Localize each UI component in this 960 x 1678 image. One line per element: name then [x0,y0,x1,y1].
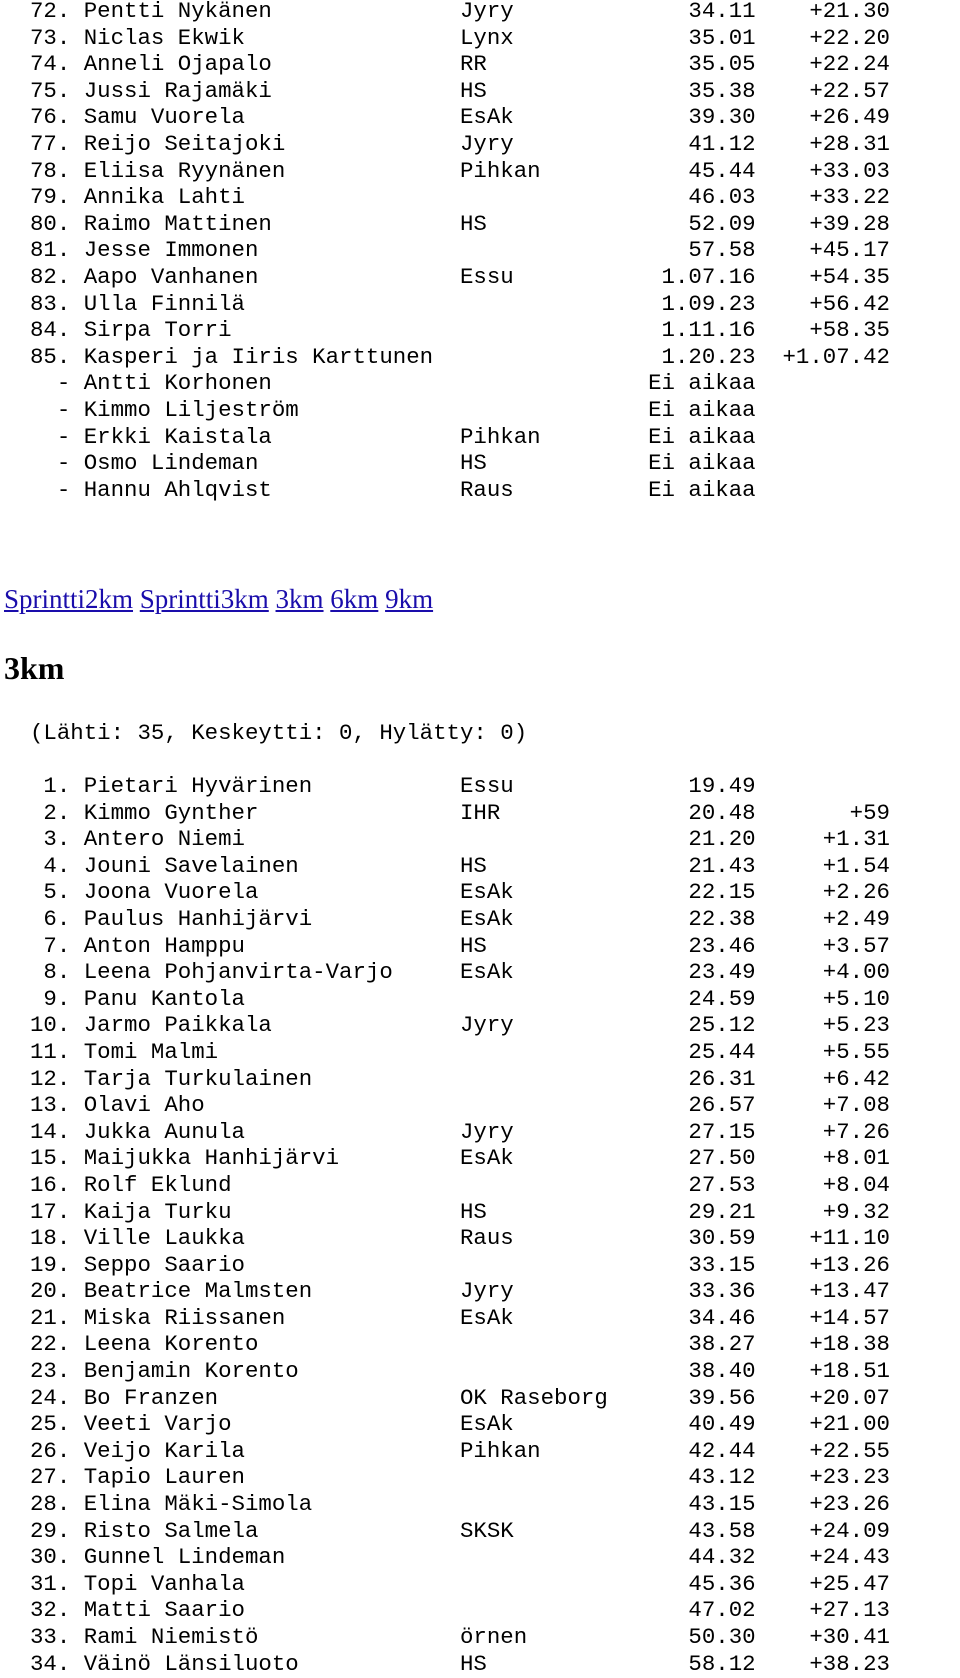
result-row: 19. Seppo Saario 33.15 +13.26 [30,1251,890,1278]
result-row: 4. Jouni Savelainen HS 21.43 +1.54 [30,852,890,879]
result-row: 18. Ville Laukka Raus 30.59 +11.10 [30,1225,890,1252]
result-row: - Antti Korhonen Ei aikaa [30,370,756,397]
result-row: 16. Rolf Eklund 27.53 +8.04 [30,1171,890,1198]
result-row: 30. Gunnel Lindeman 44.32 +24.43 [30,1544,890,1571]
result-row: 5. Joona Vuorela EsAk 22.15 +2.26 [30,879,890,906]
results-list-3km [30,773,890,1677]
nav-link-9km[interactable]: 9km [385,584,434,614]
result-row: 31. Topi Vanhala 45.36 +25.47 [30,1570,890,1597]
result-row: 28. Elina Mäki-Simola 43.15 +23.26 [30,1491,890,1518]
result-row: 34. Väinö Länsiluoto HS 58.12 +38.23 [30,1650,890,1677]
result-row: 32. Matti Saario 47.02 +27.13 [30,1597,890,1624]
result-row: 22. Leena Korento 38.27 +18.38 [30,1331,890,1358]
result-row: - Kimmo Liljeström Ei aikaa [30,396,756,423]
results-list-previous [30,0,890,503]
result-row: 20. Beatrice Malmsten Jyry 33.36 +13.47 [30,1278,890,1305]
section-title: 3km [4,650,65,686]
result-row: 74. Anneli Ojapalo RR 35.05 +22.24 [30,51,890,78]
result-row: 83. Ulla Finnilä 1.09.23 +56.42 [30,290,890,317]
result-row: 12. Tarja Turkulainen 26.31 +6.42 [30,1065,890,1092]
result-row: 14. Jukka Aunula Jyry 27.15 +7.26 [30,1118,890,1145]
result-row: 9. Panu Kantola 24.59 +5.10 [30,985,890,1012]
result-row: - Erkki Kaistala Pihkan Ei aikaa [30,423,756,450]
result-row: 10. Jarmo Paikkala Jyry 25.12 +5.23 [30,1012,890,1039]
result-row: 77. Reijo Seitajoki Jyry 41.12 +28.31 [30,130,890,157]
result-row: - Hannu Ahlqvist Raus Ei aikaa [30,476,756,503]
result-row: 82. Aapo Vanhanen Essu 1.07.16 +54.35 [30,263,890,290]
result-row: 76. Samu Vuorela EsAk 39.30 +26.49 [30,104,890,131]
result-row: 85. Kasperi ja Iiris Karttunen 1.20.23 +1.07.42 [30,343,890,370]
result-row: 80. Raimo Mattinen HS 52.09 +39.28 [30,210,890,237]
result-row: 13. Olavi Aho 26.57 +7.08 [30,1092,890,1119]
result-row: 75. Jussi Rajamäki HS 35.38 +22.57 [30,77,890,104]
result-row: 24. Bo Franzen OK Raseborg 39.56 +20.07 [30,1384,890,1411]
result-row: 6. Paulus Hanhijärvi EsAk 22.38 +2.49 [30,905,890,932]
result-row: 29. Risto Salmela SKSK 43.58 +24.09 [30,1517,890,1544]
result-row: 15. Maijukka Hanhijärvi EsAk 27.50 +8.01 [30,1145,890,1172]
nav-link-6km[interactable]: 6km [330,584,379,614]
result-row: 33. Rami Niemistö örnen 50.30 +30.41 [30,1624,890,1650]
result-row: 27. Tapio Lauren 43.12 +23.23 [30,1464,890,1491]
result-row: 79. Annika Lahti 46.03 +33.22 [30,184,890,211]
result-row: - Osmo Lindeman HS Ei aikaa [30,450,756,477]
result-row: 2. Kimmo Gynther IHR 20.48 +59 [30,799,890,826]
result-row: 26. Veijo Karila Pihkan 42.44 +22.55 [30,1437,890,1464]
result-row: 72. Pentti Nykänen Jyry 34.11 +21.30 [30,0,890,24]
race-summary: (Lähti: 35, Keskeytti: 0, Hylätty: 0) [30,720,528,746]
result-row: 25. Veeti Varjo EsAk 40.49 +21.00 [30,1411,890,1438]
result-row: 3. Antero Niemi 21.20 +1.31 [30,826,890,853]
result-row: 84. Sirpa Torri 1.11.16 +58.35 [30,317,890,344]
result-row: 7. Anton Hamppu HS 23.46 +3.57 [30,932,890,959]
nav-link-3km[interactable]: 3km [275,584,324,614]
result-row: 21. Miska Riissanen EsAk 34.46 +14.57 [30,1304,890,1331]
nav-link-sprintti2km[interactable]: Sprintti2km [4,584,134,614]
result-row: 1. Pietari Hyvärinen Essu 19.49 [30,773,890,799]
result-row: 11. Tomi Malmi 25.44 +5.55 [30,1038,890,1065]
result-row: 73. Niclas Ekwik Lynx 35.01 +22.20 [30,24,890,51]
result-row: 8. Leena Pohjanvirta-Varjo EsAk 23.49 +4.00 [30,959,890,986]
result-row: 81. Jesse Immonen 57.58 +45.17 [30,237,890,264]
result-row: 17. Kaija Turku HS 29.21 +9.32 [30,1198,890,1225]
nav-link-sprintti3km[interactable]: Sprintti3km [139,584,269,614]
result-row: 23. Benjamin Korento 38.40 +18.51 [30,1358,890,1385]
result-row: 78. Eliisa Ryynänen Pihkan 45.44 +33.03 [30,157,890,184]
distance-nav [4,583,433,615]
